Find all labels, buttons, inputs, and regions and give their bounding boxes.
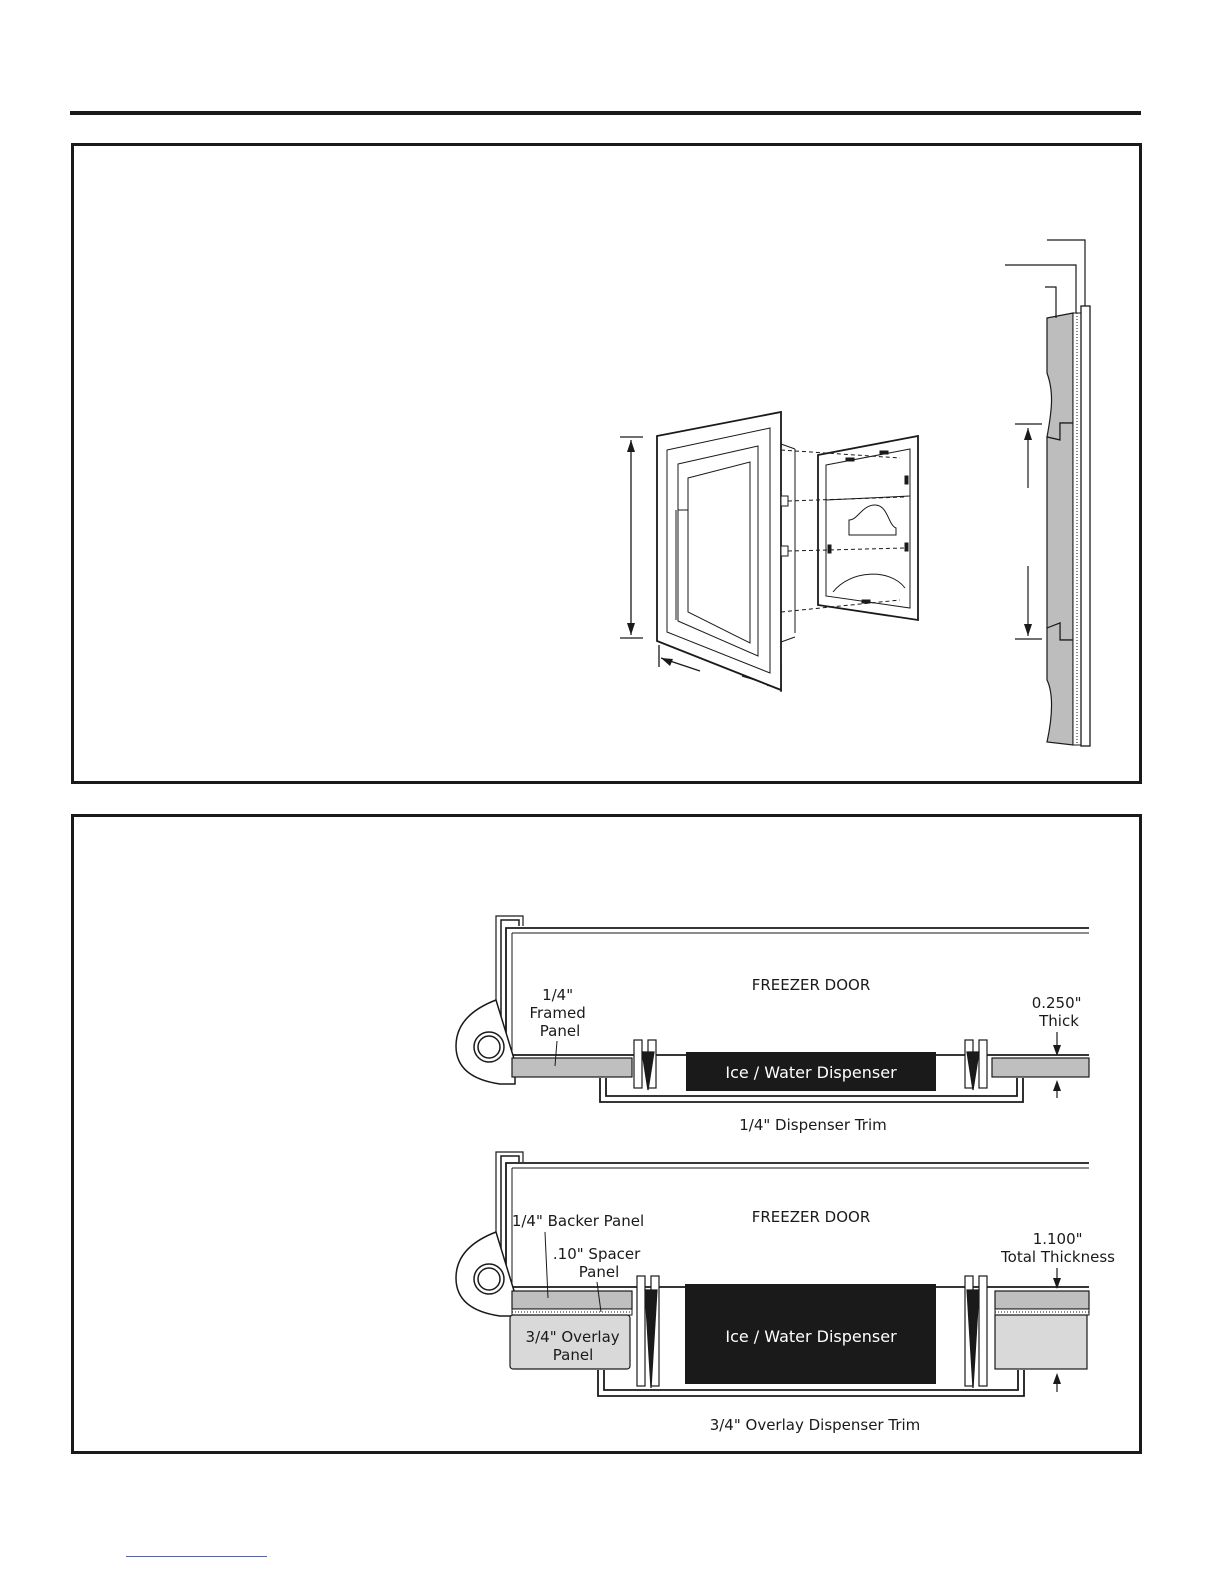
dispenser-trim-label: 1/4" Dispenser Trim — [739, 1116, 887, 1134]
backer-panel-label: 1/4" Backer Panel — [511, 1212, 645, 1230]
framed-panel-right — [992, 1058, 1089, 1077]
thickness-label — [1032, 994, 1087, 1030]
overlay-panel-right — [995, 1315, 1087, 1369]
overlay-trim-label: 3/4" Overlay Dispenser Trim — [709, 1416, 921, 1434]
dispenser-clip-left — [634, 1040, 656, 1090]
thickness-label — [1000, 1230, 1115, 1266]
spacer-panel-right — [995, 1309, 1089, 1315]
overlay-panel-label-line-2: Panel — [552, 1346, 594, 1364]
backer-panel-right — [995, 1291, 1089, 1309]
backer-panel-leader — [545, 1232, 548, 1298]
framed-panel-label-line-1: 1/4" — [542, 986, 574, 1004]
framed-panel-label-line-2: Framed — [529, 1004, 586, 1022]
framed-panel-label — [529, 986, 590, 1040]
footer-link-underline[interactable] — [126, 1556, 267, 1557]
thickness-label-line-2: Total Thickness — [1001, 1248, 1115, 1266]
framed-panel-left — [512, 1058, 632, 1077]
freezer-door-label: FREEZER DOOR — [751, 976, 871, 994]
ice-water-dispenser-label: Ice / Water Dispenser — [725, 1063, 897, 1082]
overlay-panel-label-line-1: 3/4" Overlay — [525, 1328, 620, 1346]
freezer-door-label: FREEZER DOOR — [751, 1208, 871, 1226]
spacer-panel-left — [512, 1309, 632, 1315]
overlay-panel-cross-section — [456, 1152, 1115, 1434]
spacer-panel-label — [553, 1245, 645, 1281]
dispenser-clip-left — [637, 1276, 659, 1388]
dispenser-clip-right — [965, 1276, 987, 1388]
dispenser-clip-right — [965, 1040, 987, 1090]
thickness-label-line-2: Thick — [1039, 1012, 1079, 1030]
backer-panel-left — [512, 1291, 632, 1309]
framed-panel-label-line-3: Panel — [539, 1022, 581, 1040]
thickness-label-line-1: 0.250" — [1031, 994, 1082, 1012]
spacer-panel-label-line-2: Panel — [578, 1263, 620, 1281]
ice-water-dispenser-label: Ice / Water Dispenser — [725, 1327, 897, 1346]
thickness-label-line-1: 1.100" — [1032, 1230, 1083, 1248]
framed-panel-cross-section — [456, 916, 1089, 1134]
spacer-panel-label-line-1: .10" Spacer — [552, 1245, 641, 1263]
